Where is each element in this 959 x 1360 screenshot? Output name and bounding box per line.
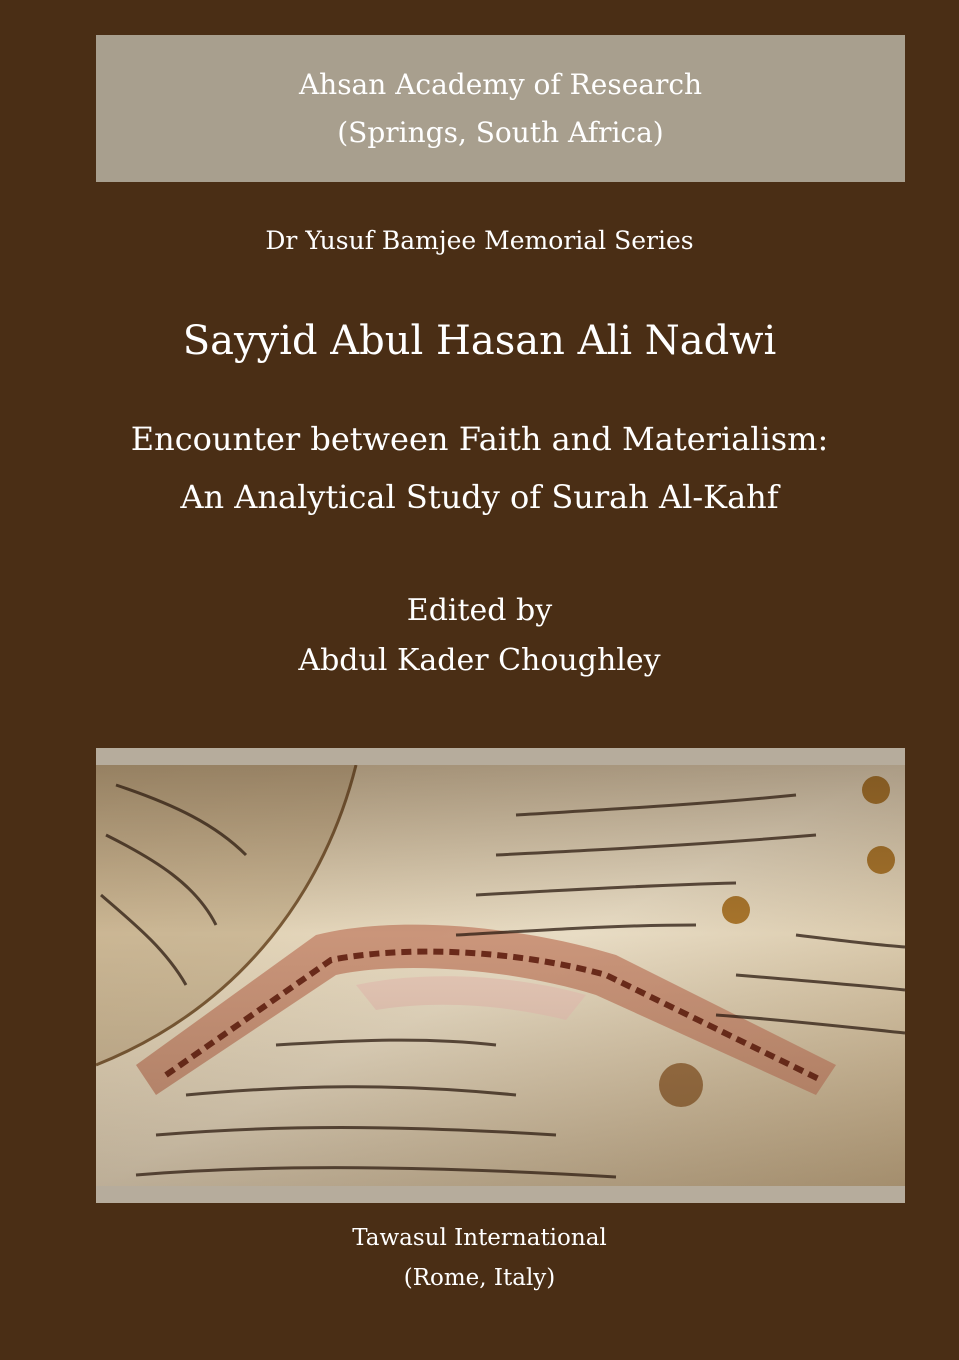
academy-name: Ahsan Academy of Research [298, 67, 703, 101]
book-title [0, 410, 959, 526]
academy-location: (Springs, South Africa) [337, 115, 664, 149]
editor-block [0, 586, 959, 686]
quran-page-image [96, 765, 905, 1186]
book-author: Sayyid Abul Hasan Ali Nadwi [182, 318, 777, 364]
publisher-location: (Rome, Italy) [403, 1265, 556, 1291]
book-title-line-1: Encounter between Faith and Materialism: [130, 420, 829, 458]
book-title-line-2: An Analytical Study of Surah Al-Kahf [180, 478, 779, 516]
edited-by-label: Edited by [406, 593, 553, 628]
cover-image-frame [96, 748, 905, 1203]
publisher-block [0, 1218, 959, 1298]
series-name: Dr Yusuf Bamjee Memorial Series [265, 226, 694, 255]
publisher-header-box [96, 35, 905, 182]
editor-name: Abdul Kader Choughley [298, 643, 661, 678]
publisher-name: Tawasul International [352, 1225, 607, 1251]
